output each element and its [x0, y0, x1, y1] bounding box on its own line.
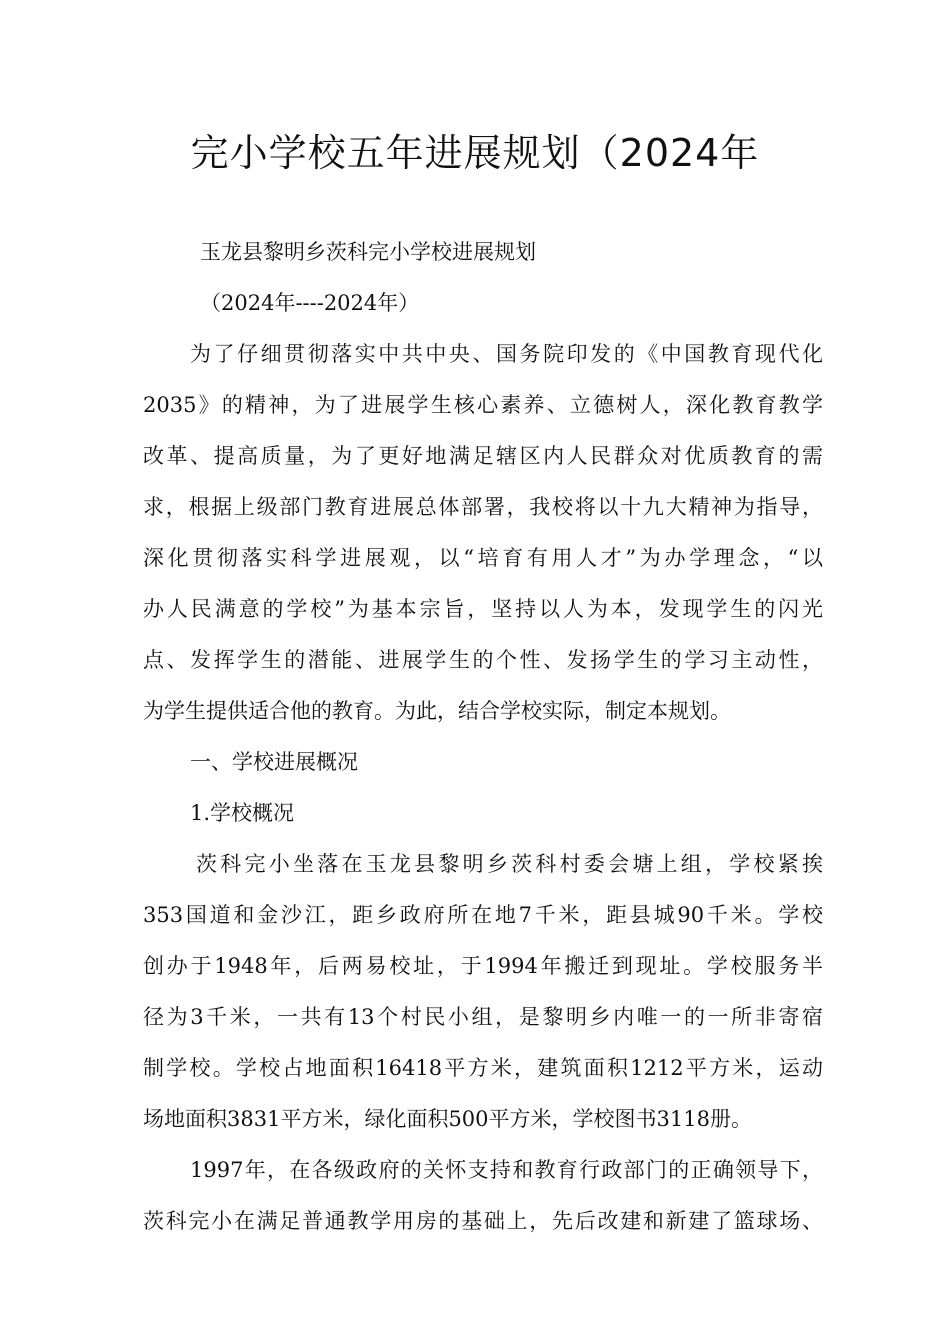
overview-paragraph-line: 场地面积3831平方米，绿化面积500平方米，学校图书3118册。: [143, 1107, 752, 1131]
section-heading: 一、学校进展概况: [190, 750, 358, 774]
intro-paragraph-line: 2035》的精神，为了进展学生核心素养、立德树人，深化教育教学: [143, 393, 823, 417]
overview-paragraph-line: 353国道和金沙江，距乡政府所在地7千米，距县城90千米。学校: [143, 903, 823, 927]
intro-paragraph-line: 求，根据上级部门教育进展总体部署，我校将以十九大精神为指导，: [143, 495, 823, 519]
overview-paragraph-line: 制学校。学校占地面积16418平方米，建筑面积1212平方米，运动: [143, 1056, 823, 1080]
intro-paragraph-line: 点、发挥学生的潜能、进展学生的个性、发扬学生的学习主动性，: [143, 648, 823, 672]
overview-paragraph-line: 径为3千米，一共有13个村民小组，是黎明乡内唯一的一所非寄宿: [143, 1005, 823, 1029]
history-paragraph-line: 1997年，在各级政府的关怀支持和教育行政部门的正确领导下，: [190, 1158, 823, 1182]
document-subtitle: 玉龙县黎明乡茨科完小学校进展规划: [200, 240, 536, 264]
intro-paragraph-line: 改革、提高质量，为了更好地满足辖区内人民群众对优质教育的需: [143, 444, 823, 468]
subsection-heading: 1.学校概况: [190, 801, 295, 825]
intro-paragraph-line: 为学生提供适合他的教育。为此，结合学校实际，制定本规划。: [143, 699, 731, 723]
intro-paragraph-line: 办人民满意的学校”为基本宗旨，坚持以人为本，发现学生的闪光: [143, 597, 823, 621]
history-paragraph-line: 茨科完小在满足普通教学用房的基础上，先后改建和新建了篮球场、: [143, 1209, 823, 1233]
document-title: 完小学校五年进展规划（2024年: [190, 131, 760, 175]
overview-paragraph-line: 茨科完小坐落在玉龙县黎明乡茨科村委会塘上组，学校紧挨: [196, 852, 823, 876]
intro-paragraph-line: 为了仔细贯彻落实中共中央、国务院印发的《中国教育现代化: [190, 342, 823, 366]
overview-paragraph-line: 创办于1948年，后两易校址，于1994年搬迁到现址。学校服务半: [143, 954, 823, 978]
document-period: （2024年----2024年）: [200, 291, 420, 315]
intro-paragraph-line: 深化贯彻落实科学进展观，以“培育有用人才”为办学理念，“以: [143, 546, 823, 570]
